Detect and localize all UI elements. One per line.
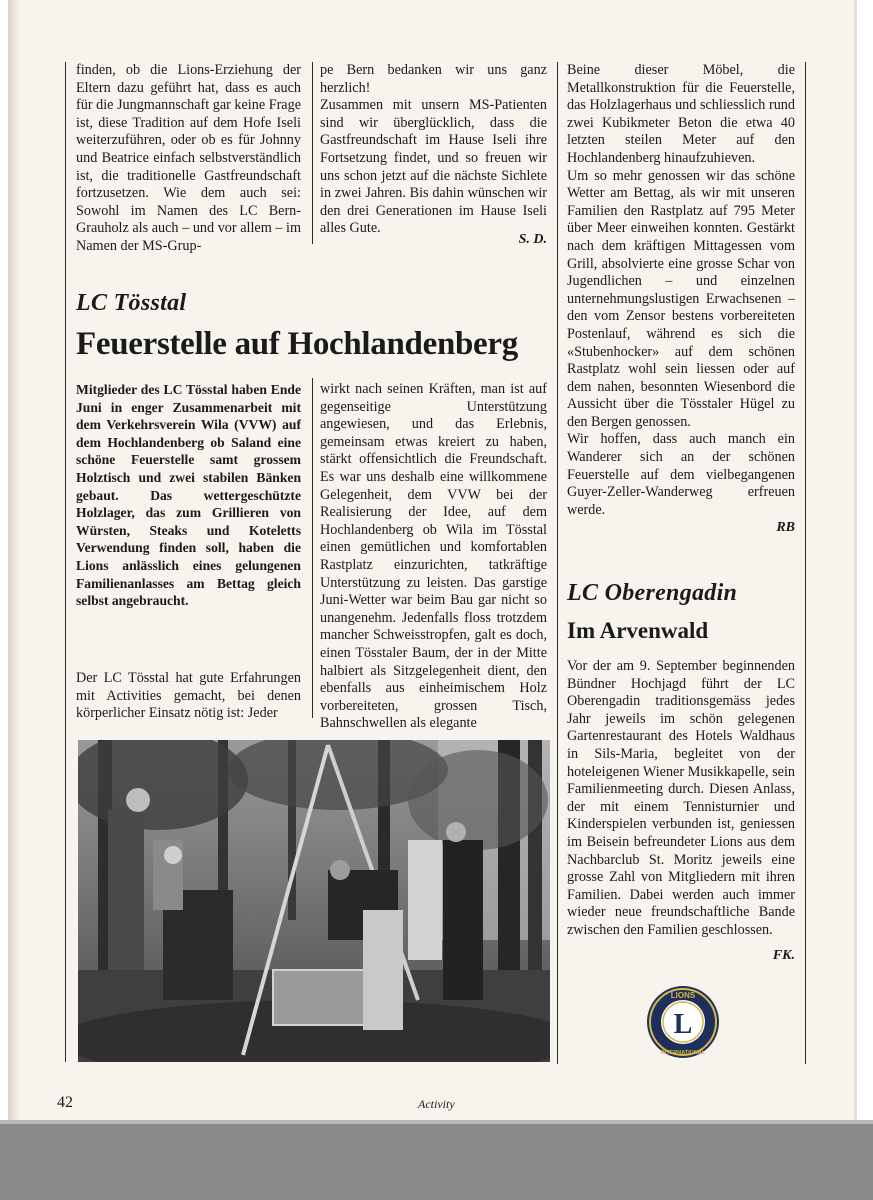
lions-emblem-icon [645,984,721,1060]
logo-top-text: LIONS [670,991,696,1000]
previous-article-col1: finden, ob die Lions-Erziehung der Eltern dazu geführt hat, dass es auch für die Jungmannschaft gar keine Frage ist, diese Tradition auf dem Hofe Iseli weiterzuführen, oder ob es für Johnny und Beatrice einfach selbstverständlich ist, die traditionelle Gastfreundschaft fortzusetzen. Wie dem auch sei: Sowohl im Namen des LC Bern-Grauholz als auch – und vor allem – im Namen der MS-Grup- [76,62,301,254]
article-body-col3 [567,62,795,519]
page-number: 42 [57,1094,73,1111]
article-body-col2: wirkt nach seinen Kräften, man ist auf gegenseitige Unterstützung angewiesen, und das Erlebnis, gemeinsam etwas kreiert zu haben, stärkt offensichtlich die Freundschaft. Es war uns deshalb eine willkommene Gelegenheit, dem VVW bei der Realisierung der Idee, auf dem Hochlandenberg ob Wila im Tösstal einen gemütlichen und komfortablen Rastplatz einzurichten, tatkräftige Unterstützung zu leisten. Das garstige Juni-Wetter war beim Bau gar nicht so unangenehm. Jedenfalls floss trotzdem mancher Schweisstropfen, galt es doch, einen Tösstaler Baum, der in der Mitte halbiert als Sitzgelegenheit dient, den ebenfalls aus einheimischem Holz vorbereiteten, grossen Tisch, Bahnschwellen als elegante [320,381,547,732]
article-lead: Mitglieder des LC Tösstal haben Ende Juni in enger Zusammenarbeit mit dem Verkehrsverein Wila (VVW) auf dem Hochlandenberg ob Saland eine schöne Feuerstelle samt grossem Holztisch und zwei stabilen Bänken gebaut. Das wettergeschützte Holzlager, das zum Grillieren von Würsten, Steaks und Koteletts Verwendung finden soll, haben die Lions anlässlich eines gelungenen Familienanlasses am Bettag gleich selbst angebraucht. [76,382,301,609]
article-kicker: LC Oberengadin [567,580,738,606]
logo-letter: L [673,1009,693,1040]
column-rule-top-middle [312,62,313,244]
article-paragraph: Wir hoffen, dass auch manch ein Wanderer sich an der schönen Feuerstelle auf dem vielbegangenen Guyer-Zeller-Wanderweg erfreuen werde. [567,431,795,518]
column-rule-left [65,62,66,1062]
page-binding [8,0,18,1124]
logo-bottom-text: INTERNATIONAL [660,1050,706,1056]
publication-name: Activity [418,1097,455,1111]
scan-background [0,1124,873,1200]
article-kicker: LC Tösstal [76,290,187,316]
article-signature: RB [776,520,795,535]
column-rule-article-middle [312,378,313,718]
article-photo [78,740,550,1062]
article-body-col1: Der LC Tösstal hat gute Erfahrungen mit Activities gemacht, bei denen körperlicher Einsatz nötig ist: Jeder [76,670,301,722]
article-signature: FK. [772,948,795,963]
article-headline: Feuerstelle auf Hochlandenberg [76,326,518,362]
lions-logo [645,984,721,1060]
previous-article-paragraph: pe Bern bedanken wir uns ganz herzlich! [320,62,547,96]
photo-illustration [78,740,550,1062]
article-headline: Im Arvenwald [567,618,709,643]
column-rule-right [557,62,558,1064]
previous-article-signature: S. D. [518,232,547,247]
article-body: Vor der am 9. September beginnenden Bündner Hochjagd führt der LC Oberengadin traditionsgemäss jedes Jahr jeweils im schön gelegenen Gartenrestaurant des Hotels Waldhaus in Sils-Maria, begleitet von der hoteleigenen Wiener Musikkapelle, sein Familienmeeting durch. Diesen Anlass, der mit einem Tennisturnier und Kinderspielen verbunden ist, geniessen im Beisein befreundeter Lions aus dem Nachbarclub St. Moritz jeweils eine grosse Zahl von Mitgliedern mit ihren Familien. Dabei werden auch immer wieder neue freundschaftliche Bande zwischen den Familien geschlossen. [567,658,795,938]
previous-article-col2 [320,62,547,238]
column-rule-far-right [805,62,806,1064]
article-paragraph: Um so mehr genossen wir das schöne Wetter am Bettag, als wir mit unseren Familien den Rastplatz auf 795 Meter über Meer einweihen konnten. Gestärkt nach dem kräftigen Mittagessen vom Grill, absolvierte eine grosse Schar von Jugendlichen – und einzelnen unternehmungslustigen Erwachsenen – den vom Zensor bestens vorbereiteten Postenlauf, während es sich die «Stubenhocker» auf dem schönen Rastplatz wohl sein liessen oder auf dem nahen, besonnten Wiesenbord die Aussicht über die Tösstaler Hügel zu den Bergen genossen. [567,167,795,430]
article-paragraph: Beine dieser Möbel, die Metallkonstruktion für die Feuerstelle, das Holzlagerhaus und schliesslich rund zwei Kubikmeter Beton die etwa 40 letzten steilen Meter auf den Hochlandenberg hinaufzuhieven. [567,62,795,166]
previous-article-paragraph: Zusammen mit unsern MS-Patienten sind wir überglücklich, dass die Gastfreundschaft im Hause Iseli ihre Fortsetzung findet, und so freuen wir uns schon jetzt auf die nächste Sichlete in zwei Jahren. Bis dahin wünschen wir den drei Generationen im Hause Iseli alles Gute. [320,97,547,237]
